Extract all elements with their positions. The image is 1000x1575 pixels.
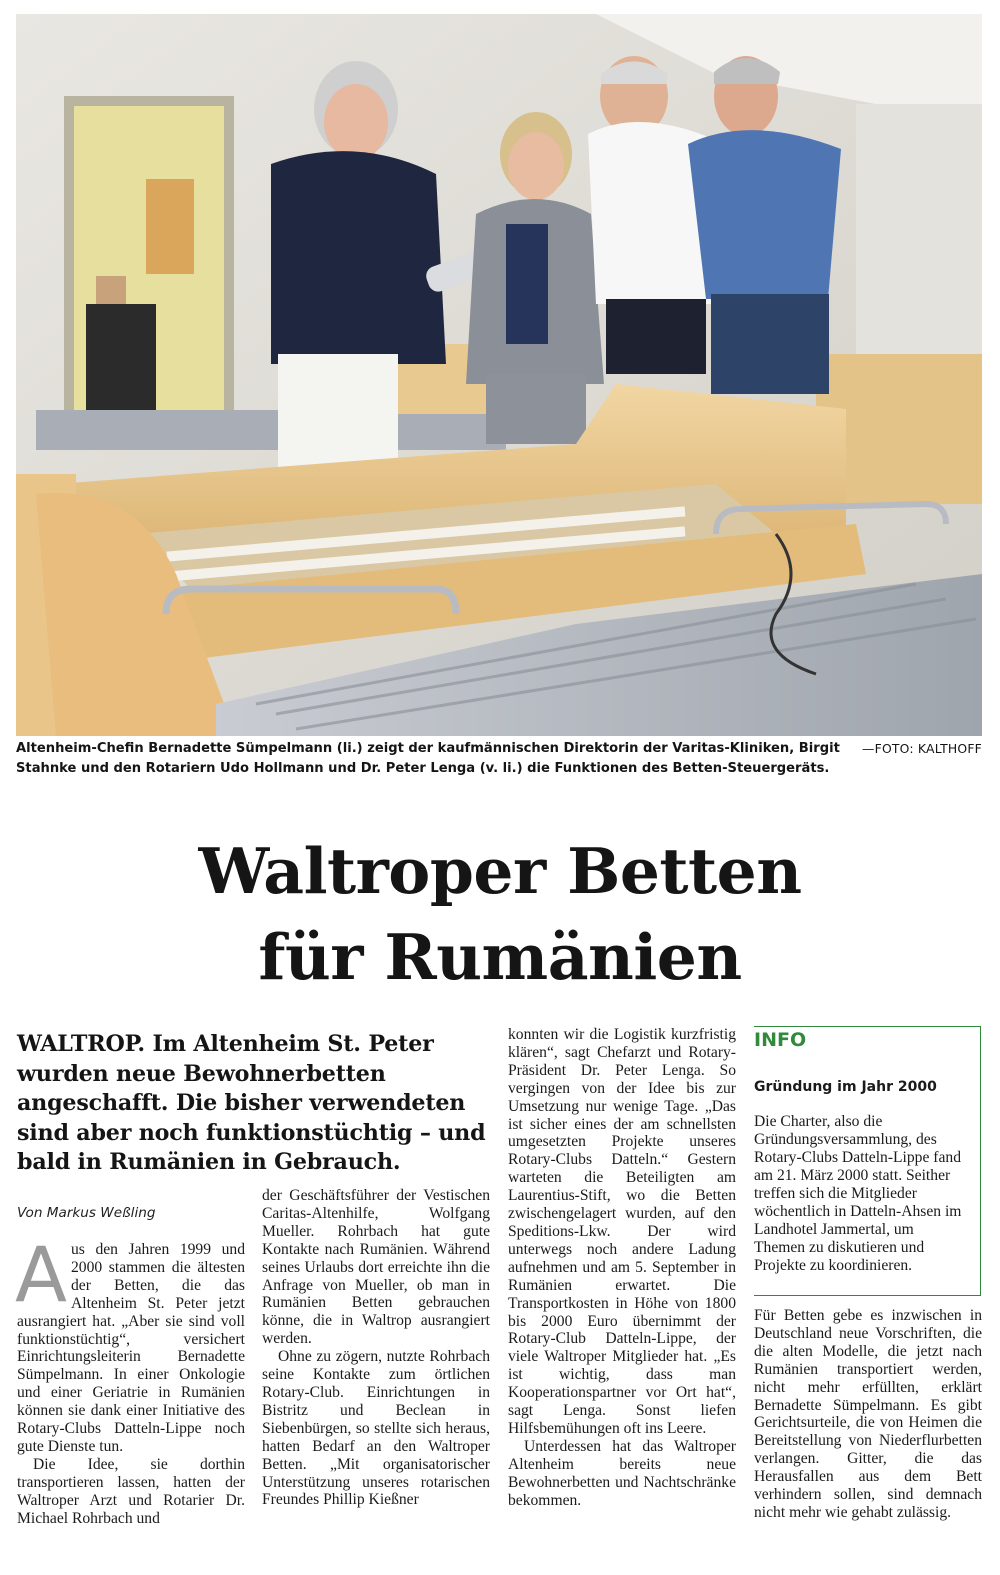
headline-line-1: Waltroper Betten [198,834,802,908]
article-headline [0,828,1000,1000]
info-text: Die Charter, also die Gründungsversammlung, des Rotary-Clubs Datteln-Lippe fand am 21. März 2000 statt. Seither treffen sich die Mitglieder wöchentlich in Datteln-Ahsen im Landhotel Jammertal, um Themen zu diskutieren und Projekte zu koordinieren. [754,1113,962,1274]
byline: Von Markus Weßling [17,1205,156,1221]
body-paragraph: der Geschäftsführer der Vestischen Caritas-Altenhilfe, Wolfgang Mueller. Rohrbach hat gute Kontakte nach Rumänien. Während seines Urlaubs dort erreichte ihn die Anfrage von Mueller, ob man in Rumänien Betten gebrauchen könne, die in Waltrop ausrangiert werden. [262,1187,490,1348]
drop-cap: A [15,1230,67,1319]
body-column-4 [754,1307,982,1522]
headline-line-2: für Rumänien [258,920,742,994]
article-photo [16,14,982,736]
info-label: INFO [754,1029,807,1051]
body-paragraph: Unterdessen hat das Waltroper Altenheim bereits neue Bewohnerbetten und Nachtschränke bekommen. [508,1437,736,1509]
body-column-3 [508,1026,736,1509]
body-column-1 [15,1230,245,1528]
body-paragraph: Ohne zu zögern, nutzte Rohrbach seine Kontakte zum örtlichen Rotary-Club. Einrichtungen in Bistritz und Beclean in Siebenbürgen, so stellte sich heraus, hatten Bedarf an den Waltroper Betten. „Mit organisatorischer Unterstützung unseres rotarischen Freundes Phillip Kießner [262,1348,490,1509]
body-paragraph: Die Idee, sie dorthin transportieren lassen, hatten der Waltroper Arzt und Rotarier Dr. Michael Rohrbach und [17,1455,245,1527]
photo-caption [16,739,982,778]
info-box [754,1026,981,1296]
body-paragraph: konnten wir die Logistik kurzfristig klären“, sagt Chefarzt und Rotary-Präsident Dr. Peter Lenga. So vergingen von der Idee bis zur Umsetzung nur wenige Tage. „Das ist sicher eines der am schnellsten umgesetzten Projekte unseres Rotary-Clubs Datteln.“ Gestern warteten die Beteiligten am Laurentius-Stift, wo die Betten zwischengelagert wurden, auf den Speditions-Lkw. Der wird unterwegs noch andere Ladung aufnehmen und am 5. September in Rumänien erwartet. Die Transportkosten in Höhe von 1800 bis 2000 Euro übernimmt der Rotary-Club Datteln-Lippe, der viele Waltroper Mitglieder hat. „Es ist wichtig, dass man Kooperationspartner vor Ort hat“, sagt Lenga. Sonst liefen Hilfsbemühungen oft ins Leere. [508,1026,736,1437]
photo-illustration [16,14,982,736]
caption-text: Altenheim-Chefin Bernadette Sümpelmann (li.) zeigt der kaufmännischen Direktorin der Varitas-Kliniken, Birgit Stahnke und den Rotariern Udo Hollmann und Dr. Peter Lenga (v. li.) die Funktionen des Betten-Steuergeräts. [16,741,840,776]
article-lead: WALTROP. Im Altenheim St. Peter wurden neue Bewohnerbetten angeschafft. Die bisher verwendeten sind aber noch funktionstüchtig – und bald in Rumänien in Gebrauch. [17,1031,486,1176]
photo-credit: —FOTO: KALTHOFF [862,741,982,756]
body-paragraph [15,1230,245,1456]
info-heading: Gründung im Jahr 2000 [754,1079,937,1095]
body-paragraph: Für Betten gebe es inzwischen in Deutschland neue Vorschriften, die die alten Modelle, die jetzt nach Rumänien transportiert werden, nicht mehr erfüllten, erklärt Bernadette Sümpelmann. Es gibt Gerichtsurteile, die von Heimen die Bereitstellung von Niederflurbetten verlangen. Gitter, die das Herausfallen aus dem Bett verhindern sollen, sind demnach nicht mehr wie gehabt zulässig. [754,1307,982,1521]
body-text: us den Jahren 1999 und 2000 stammen die ältesten der Betten, die das Altenheim St. Peter jetzt ausrangiert hat. „Aber sie sind voll funktionstüchtig“, versichert Einrichtungsleiterin Bernadette Sümpelmann. In einer Onkologie und einer Geriatrie in Rumänien können sie dank einer Initiative des Rotary-Clubs Datteln-Lippe noch gute Dienste tun. [17,1241,245,1455]
body-column-2 [262,1187,490,1509]
